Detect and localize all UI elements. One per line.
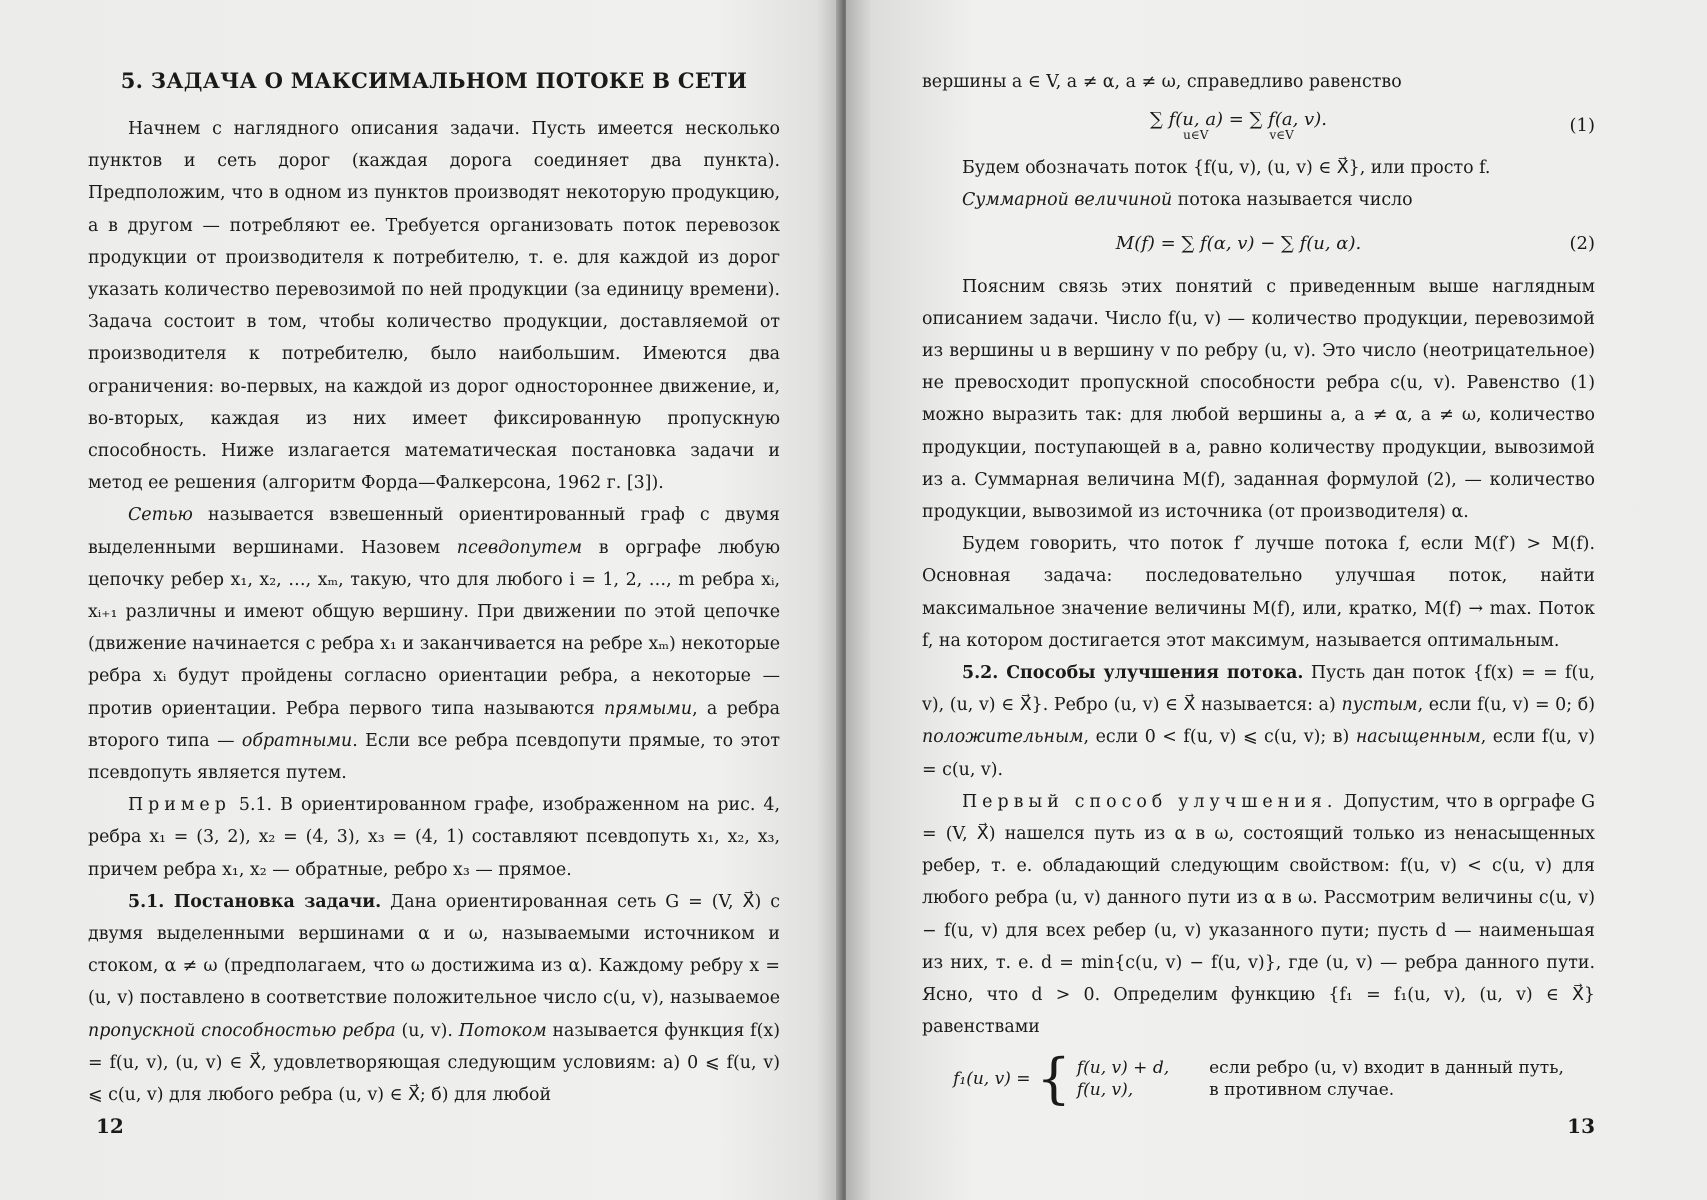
formula-1	[922, 98, 1595, 152]
left-page-text	[0, 0, 842, 1200]
term-pseudopath: псевдопутем	[456, 537, 583, 558]
text-span: , а ребра второго типа —	[88, 698, 780, 751]
first-method-label: Первый способ улучшения.	[962, 791, 1338, 812]
text-span: Дана ориентированная сеть G = (V, X⃗) с двумя выделенными вершинами α и ω, называемыми источником и стоком, α ≠ ω (предполагаем, что ω достижима из α). Каждому ребру x = (u, v) поставлено в соответствие положительное число c(u, v), называемое	[88, 891, 780, 1009]
section-5-2-paragraph	[922, 657, 1595, 786]
right-page	[846, 0, 1707, 1200]
section-5-2-title: 5.2. Способы улучшения потока.	[962, 663, 1304, 684]
term-saturated: насыщенным	[1355, 727, 1481, 748]
right-page-text	[846, 0, 1707, 1200]
formula-2-text: M(f) = ∑ f(α, v) − ∑ f(u, α).	[1115, 233, 1362, 255]
text-span: , если f(u, v) = c(u, v).	[922, 727, 1595, 780]
text-span: Пусть дан поток {f(x) = = f(u, v), (u, v) ∈ X⃗}. Ребро (u, v) ∈ X⃗ называется: а)	[922, 663, 1595, 716]
chapter-heading: 5. ЗАДАЧА О МАКСИМАЛЬНОМ ПОТОКЕ В СЕТИ	[120, 68, 748, 93]
flow-notation-paragraph: Будем обозначать поток {f(u, v), (u, v) ∈ X⃗}, или просто f.	[962, 158, 1491, 179]
piecewise-formula	[922, 1047, 1595, 1111]
formula-1-subscripts	[922, 128, 1555, 142]
text-span: (u, v).	[395, 1020, 459, 1041]
example-paragraph	[88, 789, 780, 886]
text-span: , если f(u, v) = 0; б)	[1417, 695, 1595, 716]
continuation-paragraph: вершины a ∈ V, a ≠ α, a ≠ ω, справедливо равенство	[922, 72, 1402, 92]
text-span: 5.1. В ориентированном графе, изображенном на рис. 4, ребра x₁ = (3, 2), x₂ = (4, 3), x₃ = (4, 1) составляют псевдопуть x₁, x₂, x₃, причем ребра x₁, x₂ — обратные, ребро x₃ — прямое.	[88, 795, 780, 880]
term-total-value: Суммарной величиной	[962, 190, 1173, 211]
first-method-paragraph	[922, 786, 1595, 1044]
term-empty: пустым	[1341, 695, 1418, 716]
page-number-left: 12	[96, 1114, 124, 1138]
text-span: потока называется число	[1172, 190, 1413, 211]
text-span: , если 0 < f(u, v) ⩽ c(u, v); в)	[1083, 727, 1356, 748]
formula-1-text: ∑ f(u, a) = ∑ f(a, v).	[1150, 108, 1327, 130]
text-span: в орграфе любую цепочку ребер x₁, x₂, …, xₘ, такую, что для любого i = 1, 2, …, m ребра xᵢ, xᵢ₊₁ различны и имеют общую вершину. При движении по этой цепочке (движение начинается с ребра x₁ и заканчивается на ребре xₘ) некоторые ребра xᵢ будут пройдены согласно ориентации ребра, а некоторые — против ориентации. Ребра первого типа называются	[88, 537, 780, 719]
formula-2	[922, 217, 1595, 271]
text-span: называется функция f(x) = f(u, v), (u, v) ∈ X⃗, удовлетворяющая следующим условиям: а) 0 ⩽ f(u, v) ⩽ c(u, v) для любого ребра (u, v) ∈ X⃗; б) для любой	[88, 1020, 780, 1106]
formula-1-body	[922, 109, 1555, 142]
section-5-1-paragraph	[88, 886, 780, 1111]
brace-glyph: {	[1036, 1047, 1071, 1111]
explanation-paragraph: Поясним связь этих понятий с приведенным выше наглядным описанием задачи. Число f(u, v) — количество продукции, перевозимой из вершины u в вершину v по ребру (u, v). Это число (неотрицательное) не превосходит пропускной способности ребра c(u, v). Равенство (1) можно выразить так: для любой вершины a, a ≠ α, a ≠ ω, количество продукции, поступающей в a, равно количеству продукции, вывозимой из a. Суммарная величина M(f), заданная формулой (2), — количество продукции, вывозимой из источника (от производителя) α.	[922, 276, 1595, 523]
left-page	[0, 0, 842, 1200]
case-1-expression: f(u, v) + d,	[1076, 1058, 1170, 1079]
case-2-expression: f(u, v),	[1076, 1080, 1134, 1101]
term-capacity: пропускной способностью ребра	[88, 1020, 396, 1041]
term-flow: Потоком	[458, 1020, 547, 1041]
term-network: Сетью	[128, 505, 193, 526]
text-span: . Если все ребра псевдопути прямые, то этот псевдопуть является путем.	[88, 730, 780, 784]
case-2-condition: в противном случае.	[1209, 1080, 1395, 1101]
formula-1-rhs-subscript: v∈V	[1269, 127, 1294, 142]
text-span: Допустим, что в орграфе G = (V, X⃗) нашелся путь из α в ω, состоящий только из ненасыщенных ребер, т. е. обладающий следующим свойством: f(u, v) < c(u, v) для любого ребра (u, v) данного пути из α в ω. Рассмотрим величины c(u, v) − f(u, v) для всех ребер (u, v) указанного пути; пусть d — наименьшая из них, т. е. d = min{c(u, v) − f(u, v)}, где (u, v) — ребра данного пути. Ясно, что d > 0. Определим функцию {f₁ = f₁(u, v), (u, v) ∈ X⃗} равенствами	[922, 791, 1596, 1038]
formula-1-lhs-subscript: u∈V	[1183, 127, 1209, 142]
total-value-paragraph	[922, 184, 1595, 216]
case-1-condition: если ребро (u, v) входит в данный путь,	[1209, 1058, 1564, 1079]
better-flow-paragraph: Будем говорить, что поток f′ лучше потока f, если M(f′) > M(f). Основная задача: последовательно улучшая поток, найти максимальное значение величины M(f), или, кратко, M(f) → max. Поток f, на котором достигается этот максимум, называется оптимальным.	[922, 534, 1595, 651]
piecewise-rows	[1077, 1058, 1564, 1100]
example-label: Пример	[128, 795, 231, 816]
network-definition-paragraph	[88, 499, 780, 789]
formula-2-number: (2)	[1569, 233, 1595, 255]
term-direct: прямыми	[604, 698, 693, 719]
piecewise-lhs: f₁(u, v) =	[953, 1069, 1031, 1090]
text-span: называется взвешенный ориентированный граф с двумя выделенными вершинами. Назовем	[88, 505, 780, 558]
term-reverse: обратными	[241, 730, 353, 751]
section-5-1-title: 5.1. Постановка задачи.	[128, 891, 382, 912]
formula-1-number: (1)	[1569, 114, 1595, 136]
page-number-right: 13	[1567, 1114, 1595, 1138]
intro-paragraph: Начнем с наглядного описания задачи. Пусть имеется несколько пунктов и сеть дорог (каждая дорога соединяет два пункта). Предположим, что в одном из пунктов производят некоторую продукцию, а в другом — потребляют ее. Требуется организовать поток перевозок продукции от производителя к потребителю, т. е. для каждой из дорог указать количество перевозимой по ней продукции (за единицу времени). Задача состоит в том, чтобы количество продукции, доставляемой от производителя к потребителю, было наибольшим. Имеются два ограничения: во-первых, на каждой из дорог одностороннее движение, и, во-вторых, каждая из них имеет фиксированную пропускную способность. Ниже излагается математическая постановка задачи и метод ее решения (алгоритм Форда—Фалкерсона, 1962 г. [3]).	[88, 119, 780, 494]
term-positive: положительным	[922, 727, 1084, 748]
